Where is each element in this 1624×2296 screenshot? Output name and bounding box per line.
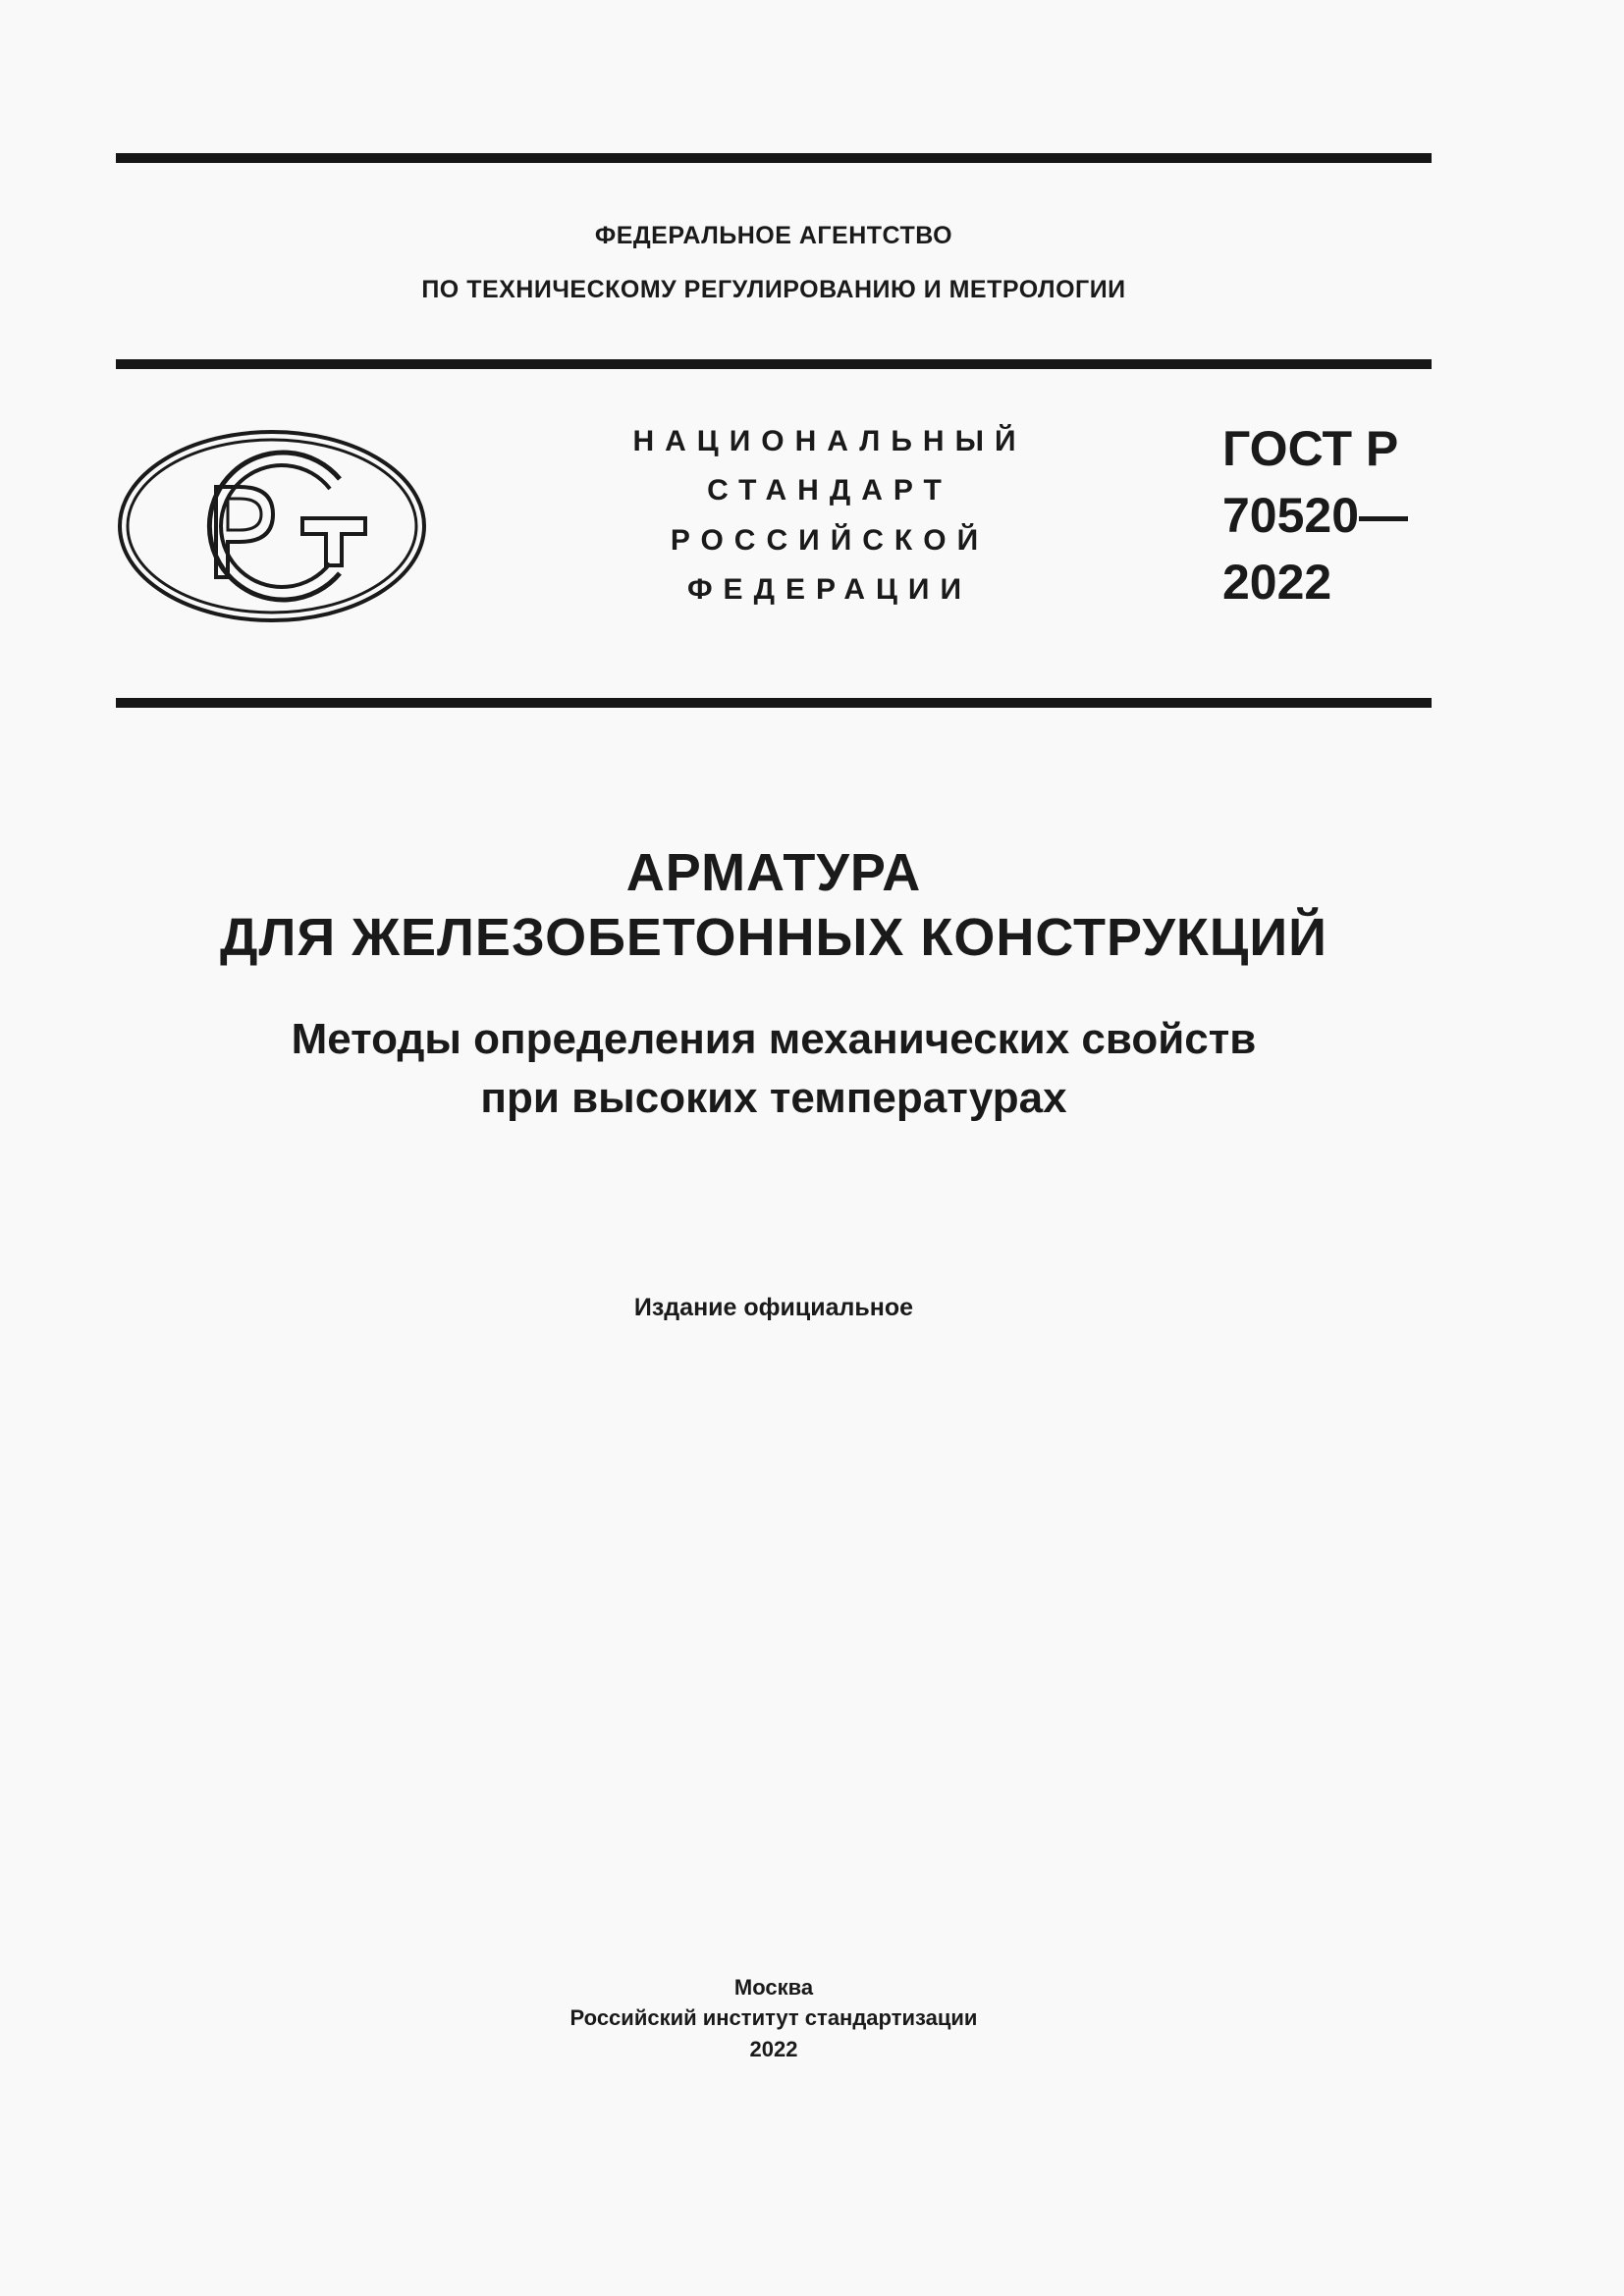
standard-type-line-1: НАЦИОНАЛЬНЫЙ xyxy=(632,425,1027,457)
standard-type-line-2: СТАНДАРТ xyxy=(707,474,952,507)
header-rule xyxy=(116,359,1432,369)
subtitle-line-1: Методы определения механических свойств xyxy=(291,1015,1257,1063)
subtitle-line-2: при высоких температурах xyxy=(480,1074,1067,1122)
imprint-year: 2022 xyxy=(749,2037,798,2061)
agency-line-2: ПО ТЕХНИЧЕСКОМУ РЕГУЛИРОВАНИЮ И МЕТРОЛОГИИ xyxy=(421,276,1126,303)
designation-line-1: ГОСТ Р xyxy=(1222,421,1399,476)
designation-line-2: 70520— xyxy=(1222,488,1409,543)
title-line-1: АРМАТУРА xyxy=(625,843,922,902)
designation-line-3: 2022 xyxy=(1222,555,1332,610)
rst-certification-logo-icon xyxy=(116,428,428,624)
standard-type-line-4: ФЕДЕРАЦИИ xyxy=(686,573,973,606)
designation-rule xyxy=(116,698,1432,708)
imprint-city: Москва xyxy=(733,1975,814,2000)
imprint-publisher: Российский институт стандартизации xyxy=(569,2005,978,2030)
edition-label: Издание официальное xyxy=(633,1294,914,1321)
standard-type-line-3: РОССИЙСКОЙ xyxy=(670,524,990,557)
top-rule xyxy=(116,153,1432,163)
title-line-2: ДЛЯ ЖЕЛЕЗОБЕТОННЫХ КОНСТРУКЦИЙ xyxy=(220,908,1327,967)
agency-line-1: ФЕДЕРАЛЬНОЕ АГЕНТСТВО xyxy=(594,222,953,249)
